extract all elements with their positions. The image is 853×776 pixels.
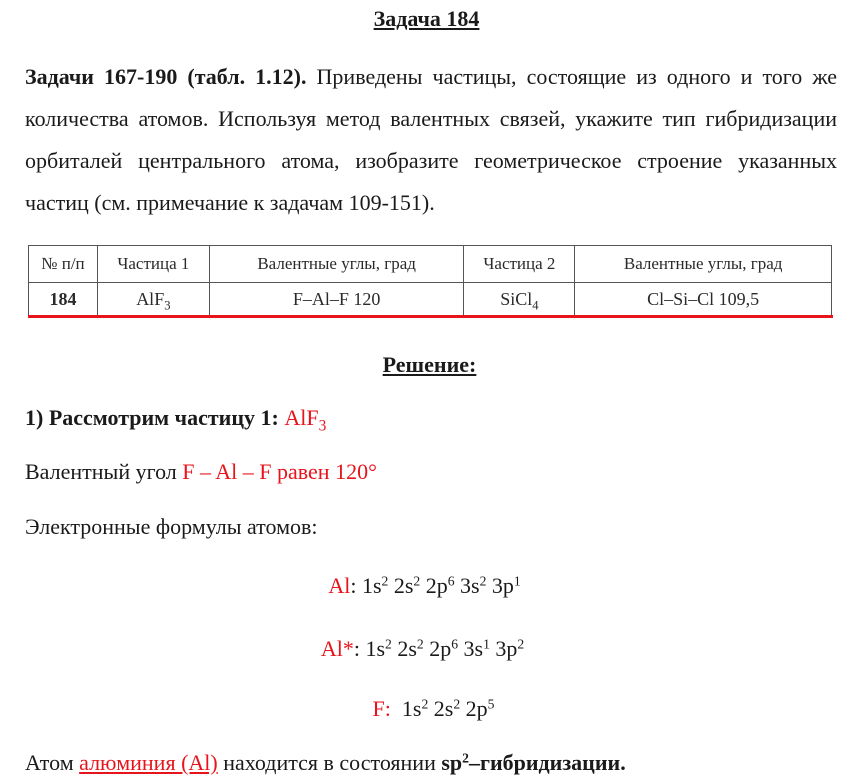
cell-angles-2: Cl–Si–Cl 109,5 [575,283,832,316]
step-1-particle: AlF$_3$ [284,405,327,435]
orbital-term: $1s^2$ [361,573,389,598]
header-number: № п/п [29,246,98,283]
particles-table [28,245,832,316]
formula-al-star: Al*: $1s^2$ $2s^2$ $2p^6$ $3s^1$ $3p^2$ [320,636,525,661]
orbital-term: $3p^2$ [495,636,525,661]
cell-number: 184 [29,283,98,316]
orbital-term: $3s^1$ [463,636,490,661]
table-header-row [29,246,832,283]
orbital-term: $3p^1$ [491,573,521,598]
formula-al-star-config [365,636,524,661]
table-row [29,283,832,316]
orbital-term: $1s^2$ [401,696,429,721]
valence-angle-line: Валентный угол F – Al – F равен 120° [25,459,377,484]
orbital-term: $2p^5$ [465,696,495,721]
problem-text: Приведены частицы, состоящие из одного и того же количества атомов. Используя метод валентных связей, укажите тип гибридизации орбиталей центрального атома, изобразите геометрическое строение указанных частиц (см. примечание к задачам 109-151). [25,64,838,215]
step-1-label: 1) Рассмотрим частицу 1: [25,405,279,430]
orbital-term: $2p^6$ [425,573,455,598]
valence-angle-value: F – Al – F равен 120° [182,459,377,484]
formula-al-config [362,573,521,598]
header-angles-1: Валентные углы, град [209,246,464,283]
problem-title: Задача 184 [373,6,480,31]
cell-particle-1: AlF$_3$ [97,283,209,316]
hybridization-line: Атом алюминия (Al) находится в состоянии $sp^2$–гибридизации. [25,750,626,775]
header-particle-1: Частица 1 [97,246,209,283]
problem-statement [25,56,837,224]
hybridization-type: $sp^2$–гибридизации. [441,750,626,775]
formula-al: Al: $1s^2$ $2s^2$ $2p^6$ $3s^2$ $3p^1$ [328,573,521,598]
cell-angles-1: F–Al–F 120 [209,283,464,316]
table-bottom-red-line [28,315,833,318]
orbital-term: $2s^2$ [393,573,421,598]
orbital-term: $1s^2$ [365,636,392,661]
orbital-term: $2s^2$ [397,636,424,661]
step-1-line [25,405,327,435]
problem-range-label: Задачи 167-190 (табл. 1.12). [25,64,307,89]
formula-f-config [402,696,495,721]
formula-f: F: $1s^2$ $2s^2$ $2p^5$ [372,696,495,721]
cell-particle-2: SiCl$_4$ [464,283,575,316]
orbital-term: $2p^6$ [429,636,458,661]
orbital-term: $3s^2$ [460,573,487,598]
element-aluminium: алюминия (Al) [79,750,218,775]
orbital-term: $2s^2$ [433,696,461,721]
electron-formulas-heading: Электронные формулы атомов: [25,514,318,539]
header-particle-2: Частица 2 [464,246,575,283]
header-angles-2: Валентные углы, град [575,246,832,283]
solution-heading: Решение: [382,352,477,377]
